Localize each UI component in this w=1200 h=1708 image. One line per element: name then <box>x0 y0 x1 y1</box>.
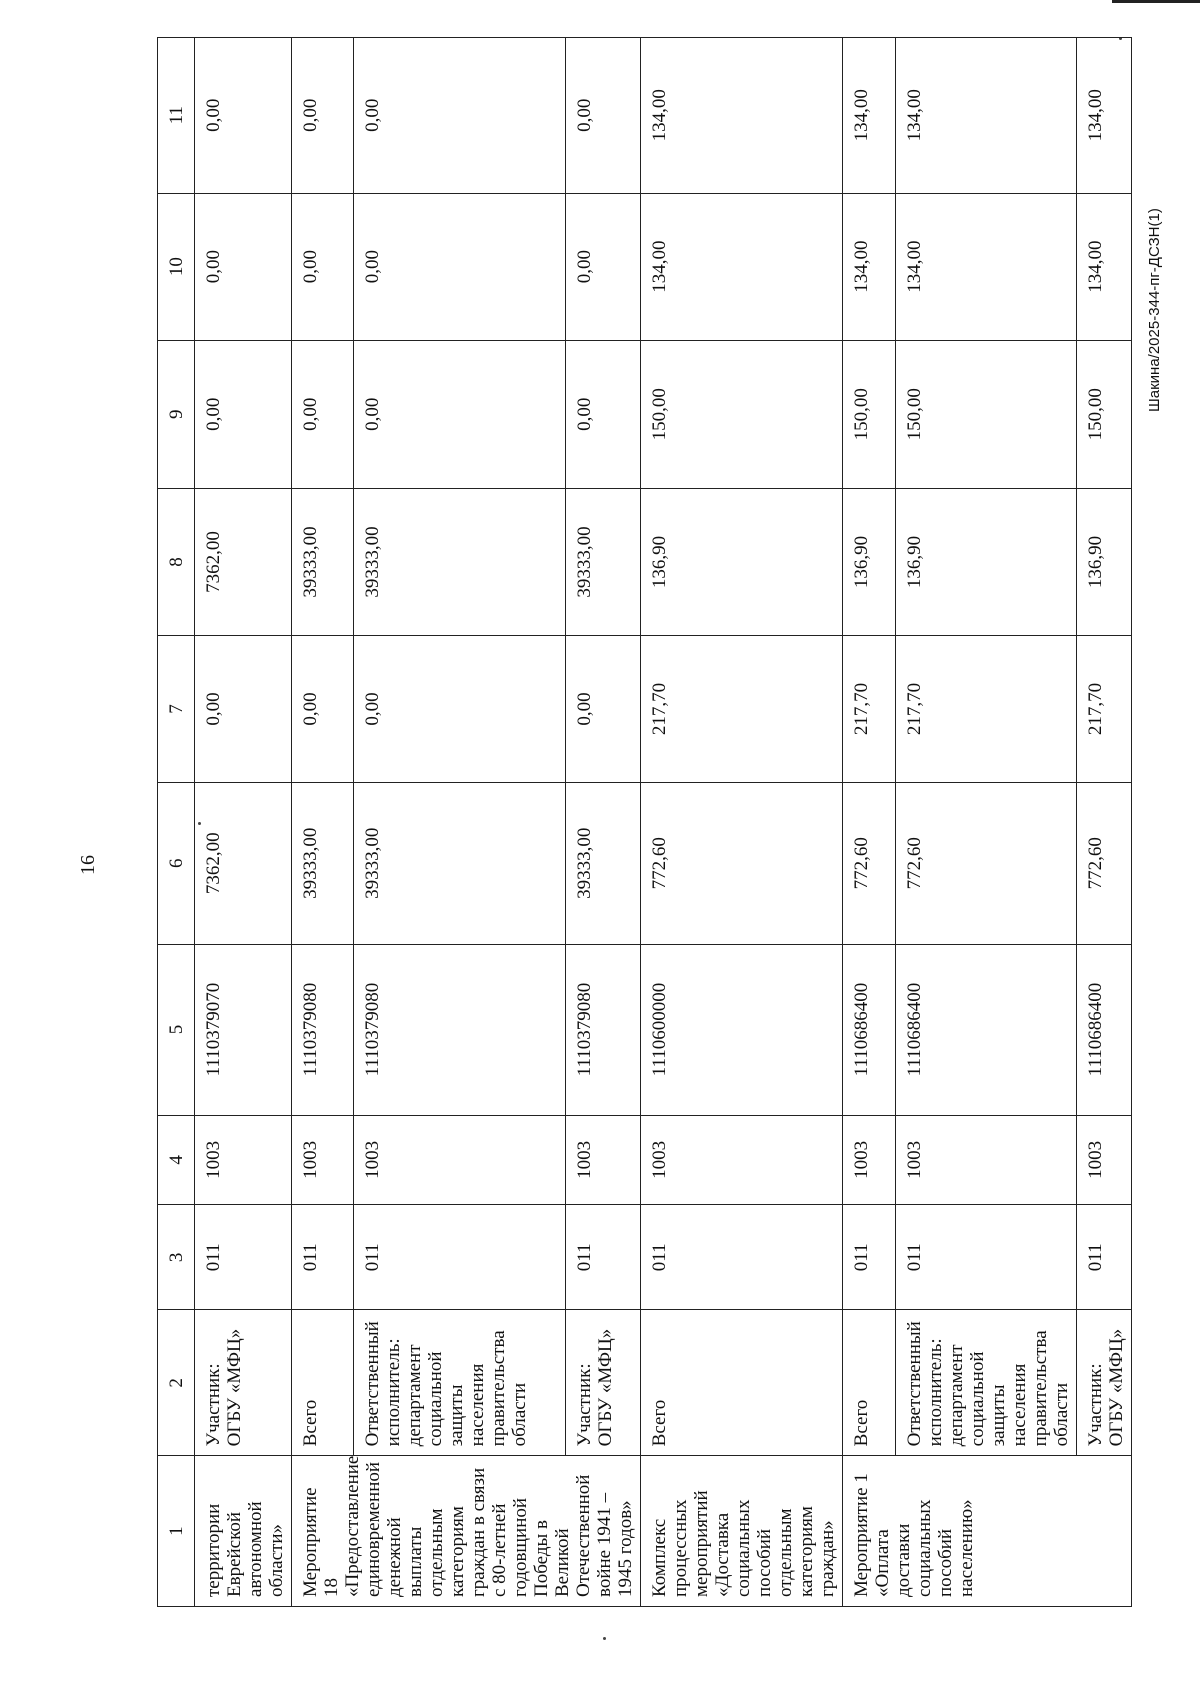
value-cell-c5: 1110379080 <box>566 944 641 1115</box>
budget-table-area <box>157 37 1127 1607</box>
value-cell-c7: 0,00 <box>354 635 566 782</box>
header-cell: 2 <box>158 1310 195 1456</box>
scan-speck <box>603 1637 606 1640</box>
value-cell-c9: 150,00 <box>641 340 843 488</box>
value-cell-c6: 772,60 <box>1077 783 1132 944</box>
program-label-cell: Мероприятие 1 «Оплата доставки социальных пособий населению» <box>843 1456 1132 1607</box>
value-cell-c10: 0,00 <box>566 193 641 340</box>
value-cell-c5: 1110686400 <box>843 944 896 1115</box>
value-cell-c5: 1110686400 <box>896 944 1077 1115</box>
value-cell-c4: 1003 <box>641 1115 843 1205</box>
program-label-cell: Комплекс процессных мероприятий «Доставка социальных пособий отдельным категориям граждан» <box>641 1456 843 1607</box>
participant-cell: Ответственный исполнитель: департамент социальной защиты населения правительства области <box>354 1310 566 1456</box>
value-cell-c7: 0,00 <box>566 635 641 782</box>
value-cell-c4: 1003 <box>1077 1115 1132 1205</box>
table-row <box>843 38 896 1607</box>
value-cell-c9: 0,00 <box>354 340 566 488</box>
header-cell: 8 <box>158 488 195 635</box>
value-cell-c11: 0,00 <box>292 38 354 194</box>
value-cell-c4: 1003 <box>566 1115 641 1205</box>
value-cell-c9: 150,00 <box>896 340 1077 488</box>
header-cell: 11 <box>158 38 195 194</box>
budget-table <box>157 37 1132 1607</box>
document-code: Шакина/2025-344-пг-ДСЗН(1) <box>1146 208 1163 412</box>
value-cell-c8: 136,90 <box>843 488 896 635</box>
value-cell-c11: 134,00 <box>896 38 1077 194</box>
value-cell-c5: 1110600000 <box>641 944 843 1115</box>
participant-cell: Участник: ОГБУ «МФЦ» <box>195 1310 292 1456</box>
value-cell-c5: 1110686400 <box>1077 944 1132 1115</box>
value-cell-c6: 7362,00 <box>195 783 292 944</box>
value-cell-c8: 7362,00 <box>195 488 292 635</box>
participant-cell: Участник: ОГБУ «МФЦ» <box>1077 1310 1132 1456</box>
value-cell-c6: 772,60 <box>843 783 896 944</box>
value-cell-c7: 0,00 <box>292 635 354 782</box>
value-cell-c4: 1003 <box>195 1115 292 1205</box>
value-cell-c4: 1003 <box>354 1115 566 1205</box>
value-cell-c7: 217,70 <box>1077 635 1132 782</box>
header-cell: 4 <box>158 1115 195 1205</box>
value-cell-c5: 1110379080 <box>354 944 566 1115</box>
value-cell-c6: 772,60 <box>641 783 843 944</box>
value-cell-c9: 0,00 <box>292 340 354 488</box>
value-cell-c10: 134,00 <box>641 193 843 340</box>
participant-cell: Всего <box>843 1310 896 1456</box>
value-cell-c8: 136,90 <box>641 488 843 635</box>
value-cell-c4: 1003 <box>843 1115 896 1205</box>
value-cell-c10: 0,00 <box>292 193 354 340</box>
top-rule-line <box>1112 0 1200 3</box>
value-cell-c9: 150,00 <box>1077 340 1132 488</box>
value-cell-c10: 0,00 <box>354 193 566 340</box>
header-cell: 10 <box>158 193 195 340</box>
header-cell: 1 <box>158 1456 195 1607</box>
value-cell-c3: 011 <box>896 1205 1077 1310</box>
participant-cell: Всего <box>292 1310 354 1456</box>
value-cell-c9: 0,00 <box>566 340 641 488</box>
value-cell-c11: 134,00 <box>1077 38 1132 194</box>
header-cell: 7 <box>158 635 195 782</box>
value-cell-c8: 136,90 <box>896 488 1077 635</box>
value-cell-c6: 39333,00 <box>566 783 641 944</box>
value-cell-c10: 134,00 <box>1077 193 1132 340</box>
value-cell-c6: 39333,00 <box>354 783 566 944</box>
value-cell-c7: 217,70 <box>896 635 1077 782</box>
value-cell-c11: 134,00 <box>641 38 843 194</box>
table-row <box>896 38 1077 1607</box>
table-row <box>641 38 843 1607</box>
value-cell-c8: 39333,00 <box>566 488 641 635</box>
value-cell-c3: 011 <box>1077 1205 1132 1310</box>
value-cell-c3: 011 <box>354 1205 566 1310</box>
value-cell-c9: 150,00 <box>843 340 896 488</box>
rotated-table-wrapper <box>157 37 1127 1607</box>
value-cell-c11: 0,00 <box>354 38 566 194</box>
table-row <box>566 38 641 1607</box>
value-cell-c11: 0,00 <box>195 38 292 194</box>
program-label-cell: Мероприятие 18 «Предоставление единовременной денежной выплаты отдельным категориям граждан в связи с 80-летней годовщиной Победы в Великой Отечественной войне 1941 – 1945 годов» <box>292 1456 641 1607</box>
participant-cell: Участник: ОГБУ «МФЦ» <box>566 1310 641 1456</box>
header-cell: 9 <box>158 340 195 488</box>
page-number: 16 <box>77 855 99 875</box>
value-cell-c3: 011 <box>566 1205 641 1310</box>
value-cell-c10: 134,00 <box>843 193 896 340</box>
value-cell-c10: 134,00 <box>896 193 1077 340</box>
value-cell-c8: 39333,00 <box>292 488 354 635</box>
table-row <box>354 38 566 1607</box>
value-cell-c8: 136,90 <box>1077 488 1132 635</box>
header-cell: 5 <box>158 944 195 1115</box>
value-cell-c10: 0,00 <box>195 193 292 340</box>
value-cell-c4: 1003 <box>292 1115 354 1205</box>
table-row <box>292 38 354 1607</box>
value-cell-c7: 217,70 <box>843 635 896 782</box>
value-cell-c7: 0,00 <box>195 635 292 782</box>
value-cell-c3: 011 <box>843 1205 896 1310</box>
table-body <box>158 38 1132 1607</box>
value-cell-c4: 1003 <box>896 1115 1077 1205</box>
participant-cell: Ответственный исполнитель: департамент социальной защиты населения правительства области <box>896 1310 1077 1456</box>
participant-cell: Всего <box>641 1310 843 1456</box>
table-row <box>1077 38 1132 1607</box>
value-cell-c9: 0,00 <box>195 340 292 488</box>
value-cell-c11: 134,00 <box>843 38 896 194</box>
value-cell-c5: 1110379070 <box>195 944 292 1115</box>
value-cell-c11: 0,00 <box>566 38 641 194</box>
value-cell-c7: 217,70 <box>641 635 843 782</box>
header-cell: 6 <box>158 783 195 944</box>
value-cell-c3: 011 <box>641 1205 843 1310</box>
value-cell-c6: 39333,00 <box>292 783 354 944</box>
table-row <box>195 38 292 1607</box>
value-cell-c5: 1110379080 <box>292 944 354 1115</box>
value-cell-c6: 772,60 <box>896 783 1077 944</box>
header-row <box>158 38 195 1607</box>
program-label-cell: территории Еврейской автономной области» <box>195 1456 292 1607</box>
value-cell-c3: 011 <box>292 1205 354 1310</box>
header-cell: 3 <box>158 1205 195 1310</box>
value-cell-c8: 39333,00 <box>354 488 566 635</box>
value-cell-c3: 011 <box>195 1205 292 1310</box>
